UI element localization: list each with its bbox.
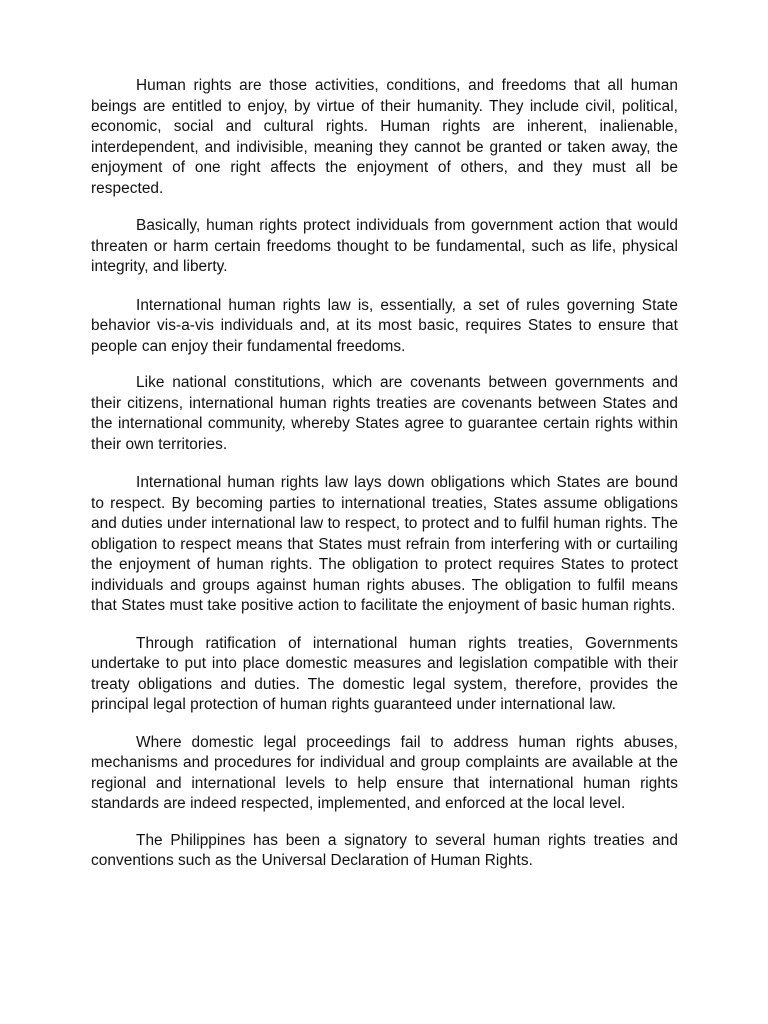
- paragraph-government-protection: Basically, human rights protect individuals from government action that would threaten or harm certain freedoms thought to be fundamental, such as life, physical integrity, and liberty.: [91, 217, 678, 275]
- paragraph-ratification: Through ratification of international human rights treaties, Governments undertake to put into place domestic measures and legislation compatible with their treaty obligations and duties. The domestic legal system, therefore, provides the principal legal protection of human rights guaranteed under international law.: [91, 634, 678, 713]
- document-body: [91, 76, 678, 872]
- paragraph-human-rights-definition: Human rights are those activities, conditions, and freedoms that all human beings are entitled to enjoy, by virtue of their humanity. They include civil, political, economic, social and cultural rights. Human rights are inherent, inalienable, interdependent, and indivisible, meaning they cannot be granted or taken away, the enjoyment of one right affects the enjoyment of others, and they must all be respected.: [91, 77, 678, 197]
- paragraph-treaties-covenants: Like national constitutions, which are covenants between governments and their citizens, international human rights treaties are covenants between States and the international community, whereby States agree to guarantee certain rights within their own territories.: [91, 374, 678, 453]
- paragraph-state-obligations: International human rights law lays down obligations which States are bound to respect. By becoming parties to international treaties, States assume obligations and duties under international law to respect, to protect and to fulfil human rights. The obligation to respect means that States must refrain from interfering with or curtailing the enjoyment of human rights. The obligation to protect requires States to protect individuals and groups against human rights abuses. The obligation to fulfil means that States must take positive action to facilitate the enjoyment of basic human rights.: [91, 474, 678, 614]
- paragraph-philippines-signatory: The Philippines has been a signatory to several human rights treaties and conventions such as the Universal Declaration of Human Rights.: [91, 831, 678, 869]
- paragraph-complaint-mechanisms: Where domestic legal proceedings fail to address human rights abuses, mechanisms and procedures for individual and group complaints are available at the regional and international levels to help ensure that international human rights standards are indeed respected, implemented, and enforced at the local level.: [91, 733, 678, 812]
- paragraph-international-law: International human rights law is, essentially, a set of rules governing State behavior vis-a-vis individuals and, at its most basic, requires States to ensure that people can enjoy their fundamental freedoms.: [91, 296, 678, 355]
